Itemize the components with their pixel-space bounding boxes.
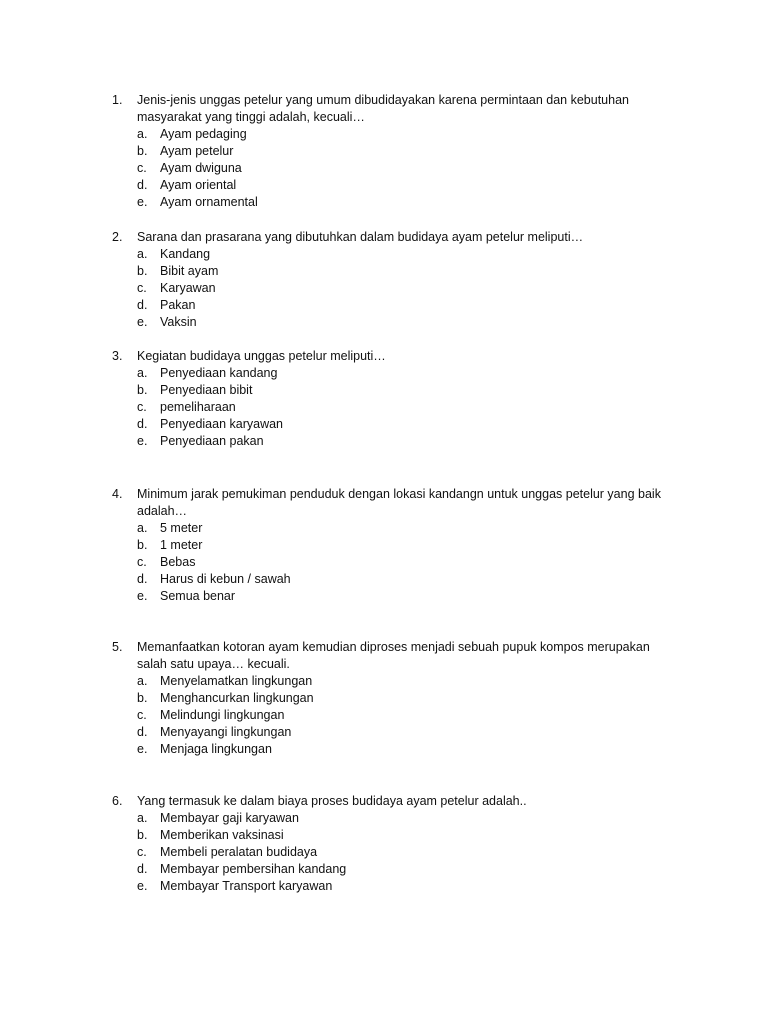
option-text: Bebas xyxy=(160,555,196,569)
question-5 xyxy=(112,639,672,758)
option-list xyxy=(112,520,672,605)
option-text: Menjaga lingkungan xyxy=(160,742,272,756)
option-text: Karyawan xyxy=(160,281,216,295)
option-list xyxy=(112,246,672,331)
option-letter: e. xyxy=(137,879,148,893)
option-letter: c. xyxy=(137,708,147,722)
option-letter: d. xyxy=(137,572,148,586)
option-c xyxy=(112,280,672,297)
option-text: Ayam oriental xyxy=(160,178,237,192)
option-letter: e. xyxy=(137,589,148,603)
option-text: Ayam petelur xyxy=(160,144,234,158)
question-2 xyxy=(112,229,672,331)
option-text: Menyayangi lingkungan xyxy=(160,725,292,739)
option-letter: b. xyxy=(137,264,148,278)
option-d xyxy=(112,724,672,741)
option-letter: c. xyxy=(137,161,147,175)
option-text: Kandang xyxy=(160,247,211,261)
option-b xyxy=(112,827,672,844)
option-a xyxy=(112,810,672,827)
option-letter: d. xyxy=(137,417,148,431)
option-text: Penyediaan kandang xyxy=(160,366,278,380)
question-1 xyxy=(112,92,672,211)
option-letter: a. xyxy=(137,521,148,535)
option-text: 1 meter xyxy=(160,538,203,552)
option-letter: e. xyxy=(137,195,148,209)
question-text: Jenis-jenis unggas petelur yang umum dibudidayakan karena permintaan dan kebutuhan masyarakat yang tinggi adalah, kecuali… xyxy=(137,93,629,124)
option-letter: b. xyxy=(137,828,148,842)
option-letter: b. xyxy=(137,383,148,397)
option-a xyxy=(112,673,672,690)
option-letter: c. xyxy=(137,400,147,414)
option-e xyxy=(112,314,672,331)
question-number: 4. xyxy=(112,487,123,501)
option-text: Membeli peralatan budidaya xyxy=(160,845,318,859)
option-letter: a. xyxy=(137,366,148,380)
option-c xyxy=(112,844,672,861)
option-a xyxy=(112,246,672,263)
option-letter: e. xyxy=(137,742,148,756)
option-list xyxy=(112,673,672,758)
option-text: Menyelamatkan lingkungan xyxy=(160,674,313,688)
option-b xyxy=(112,143,672,160)
option-text: Membayar pembersihan kandang xyxy=(160,862,347,876)
option-a xyxy=(112,365,672,382)
option-letter: b. xyxy=(137,538,148,552)
option-letter: d. xyxy=(137,725,148,739)
option-text: Bibit ayam xyxy=(160,264,219,278)
option-e xyxy=(112,878,672,895)
question-number: 1. xyxy=(112,93,123,107)
option-letter: d. xyxy=(137,862,148,876)
option-letter: a. xyxy=(137,247,148,261)
option-list xyxy=(112,810,672,895)
option-e xyxy=(112,194,672,211)
option-text: Harus di kebun / sawah xyxy=(160,572,291,586)
option-text: Penyediaan karyawan xyxy=(160,417,283,431)
option-text: Semua benar xyxy=(160,589,236,603)
option-letter: e. xyxy=(137,315,148,329)
question-text: Memanfaatkan kotoran ayam kemudian diproses menjadi sebuah pupuk kompos merupakan salah satu upaya… kecuali. xyxy=(137,640,650,671)
option-b xyxy=(112,263,672,280)
option-b xyxy=(112,537,672,554)
option-letter: b. xyxy=(137,691,148,705)
option-d xyxy=(112,571,672,588)
option-letter: a. xyxy=(137,811,148,825)
question-number: 2. xyxy=(112,230,123,244)
option-text: Penyediaan bibit xyxy=(160,383,253,397)
question-3 xyxy=(112,348,672,450)
option-text: Melindungi lingkungan xyxy=(160,708,285,722)
option-d xyxy=(112,177,672,194)
option-text: Menghancurkan lingkungan xyxy=(160,691,314,705)
option-d xyxy=(112,297,672,314)
question-number: 6. xyxy=(112,794,123,808)
option-a xyxy=(112,520,672,537)
option-text: Ayam pedaging xyxy=(160,127,247,141)
option-text: Pakan xyxy=(160,298,196,312)
question-text: Minimum jarak pemukiman penduduk dengan lokasi kandangn untuk unggas petelur yang baik adalah… xyxy=(137,487,661,518)
option-letter: c. xyxy=(137,845,147,859)
option-letter: d. xyxy=(137,298,148,312)
question-6 xyxy=(112,793,672,895)
question-text: Yang termasuk ke dalam biaya proses budidaya ayam petelur adalah.. xyxy=(137,794,527,808)
option-text: 5 meter xyxy=(160,521,203,535)
option-letter: a. xyxy=(137,127,148,141)
option-c xyxy=(112,707,672,724)
option-letter: c. xyxy=(137,281,147,295)
question-text: Sarana dan prasarana yang dibutuhkan dalam budidaya ayam petelur meliputi… xyxy=(137,230,584,244)
option-text: Vaksin xyxy=(160,315,197,329)
option-e xyxy=(112,588,672,605)
option-c xyxy=(112,554,672,571)
option-text: Memberikan vaksinasi xyxy=(160,828,284,842)
option-text: Membayar gaji karyawan xyxy=(160,811,299,825)
option-list xyxy=(112,365,672,450)
option-b xyxy=(112,690,672,707)
option-list xyxy=(112,126,672,211)
question-number: 5. xyxy=(112,640,123,654)
option-a xyxy=(112,126,672,143)
question-text: Kegiatan budidaya unggas petelur meliputi… xyxy=(137,349,386,363)
option-letter: e. xyxy=(137,434,148,448)
option-text: Penyediaan pakan xyxy=(160,434,264,448)
option-d xyxy=(112,416,672,433)
option-text: Ayam ornamental xyxy=(160,195,258,209)
option-letter: a. xyxy=(137,674,148,688)
option-text: pemeliharaan xyxy=(160,400,236,414)
option-b xyxy=(112,382,672,399)
option-letter: c. xyxy=(137,555,147,569)
option-e xyxy=(112,433,672,450)
option-c xyxy=(112,160,672,177)
option-letter: d. xyxy=(137,178,148,192)
option-text: Ayam dwiguna xyxy=(160,161,242,175)
option-letter: b. xyxy=(137,144,148,158)
option-c xyxy=(112,399,672,416)
question-4 xyxy=(112,486,672,605)
option-e xyxy=(112,741,672,758)
question-number: 3. xyxy=(112,349,123,363)
option-text: Membayar Transport karyawan xyxy=(160,879,333,893)
option-d xyxy=(112,861,672,878)
